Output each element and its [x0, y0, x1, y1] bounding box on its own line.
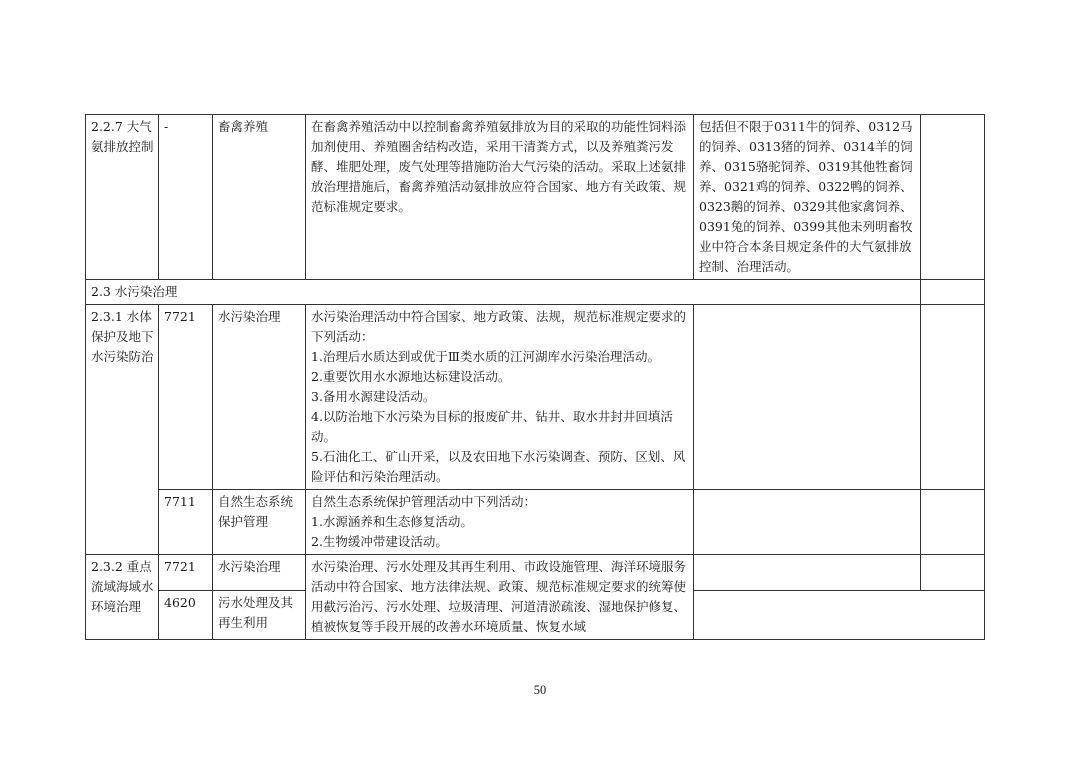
- industry-code-cell: [159, 305, 213, 490]
- industry-name: 水污染治理: [218, 309, 281, 324]
- industry-code: -: [164, 119, 169, 134]
- industry-name-cell: [213, 305, 306, 490]
- item-title-cell: [86, 305, 159, 555]
- note-cell: [694, 490, 921, 555]
- note-text: 包括但不限于0311牛的饲养、0312马的饲养、0313猪的饲养、0314羊的饲养、0315骆驼饲养、0319其他牲畜饲养、0321鸡的饲养、0322鸭的饲养、0323鹅的饲养、0329其他家禽饲养、0391兔的饲养、0399其他未列明畜牧业中符合本条目规定条件的大气氨排放控制、治理活动。: [699, 119, 913, 274]
- item-title: 2.2.7 大气氨排放控制: [91, 119, 154, 154]
- description-line: 1.治理后水质达到或优于Ⅲ类水质的江河湖库水污染治理活动。: [311, 349, 660, 364]
- description-cell: [306, 555, 694, 640]
- table-row: [86, 115, 985, 280]
- industry-code-cell: [159, 555, 213, 591]
- industry-code: 7721: [164, 309, 196, 324]
- item-title: 2.3.1 水体保护及地下水污染防治: [91, 309, 154, 364]
- description-cell: [306, 490, 694, 555]
- section-row: [86, 280, 985, 305]
- industry-code-cell: [159, 115, 213, 280]
- industry-code-cell: [159, 490, 213, 555]
- industry-code: 4620: [164, 594, 196, 610]
- section-heading-cell: [86, 280, 921, 305]
- industry-name-cell: [213, 115, 306, 280]
- description-text: 水污染治理、污水处理及其再生利用、市政设施管理、海洋环境服务活动中符合国家、地方法律法规、政策、规范标准规定要求的统筹使用截污治污、污水处理、垃圾清理、河道清淤疏浚、湿地保护修复、植被恢复等手段开展的改善水环境质量、恢复水域: [311, 559, 687, 634]
- description-line: 自然生态系统保护管理活动中下列活动：: [311, 494, 537, 509]
- item-title-cell: [86, 555, 159, 640]
- industry-name-cell: [213, 590, 306, 639]
- section-heading: 2.3 水污染治理: [91, 284, 178, 299]
- description-cell: [306, 305, 694, 490]
- table-row: [86, 305, 985, 490]
- description-line: 1.水源涵养和生态修复活动。: [311, 514, 473, 529]
- empty-cell: [921, 490, 985, 555]
- note-cell: [694, 555, 921, 591]
- industry-code: 7711: [164, 494, 196, 509]
- description-line: 3.备用水源建设活动。: [311, 389, 436, 404]
- empty-cell: [694, 590, 985, 639]
- note-cell: [694, 305, 921, 490]
- description-line: 4.以防治地下水污染为目标的报废矿井、钻井、取水井封井回填活动。: [311, 409, 673, 444]
- industry-code-cell: [159, 590, 213, 639]
- description-line: 2.生物缓冲带建设活动。: [311, 534, 448, 549]
- note-cell: [694, 115, 921, 280]
- industry-name-cell: [213, 490, 306, 555]
- description-line: 5.石油化工、矿山开采，以及农田地下水污染调查、预防、区划、风险评估和污染治理活动。: [311, 449, 686, 484]
- catalog-table: [85, 114, 985, 640]
- empty-cell: [921, 305, 985, 490]
- description-cell: [306, 115, 694, 280]
- description-text: 在畜禽养殖活动中以控制畜禽养殖氨排放为目的采取的功能性饲料添加剂使用、养殖圈舍结构改造，采用干清粪方式，以及养殖粪污发酵、堆肥处理，废气处理等措施防治大气污染的活动。采取上述氨排放治理措施后，畜禽养殖活动氨排放应符合国家、地方有关政策、规范标准规定要求。: [311, 119, 687, 214]
- industry-name: 畜禽养殖: [218, 119, 269, 134]
- industry-code: 7721: [164, 559, 196, 574]
- empty-cell: [921, 555, 985, 591]
- description-line: 2.重要饮用水水源地达标建设活动。: [311, 369, 511, 384]
- empty-cell: [921, 280, 985, 305]
- description-line: 水污染治理活动中符合国家、地方政策、法规，规范标准规定要求的下列活动：: [311, 309, 687, 344]
- industry-name: 水污染治理: [218, 559, 281, 574]
- industry-name: 污水处理及其再生利用: [218, 594, 294, 630]
- page-number: 50: [533, 683, 547, 697]
- industry-name: 自然生态系统保护管理: [218, 494, 294, 529]
- item-title-cell: [86, 115, 159, 280]
- empty-cell: [921, 115, 985, 280]
- table-row: [86, 490, 985, 555]
- item-title: 2.3.2 重点流域海域水环境治理: [91, 559, 154, 614]
- industry-name-cell: [213, 555, 306, 591]
- table-row: [86, 555, 985, 591]
